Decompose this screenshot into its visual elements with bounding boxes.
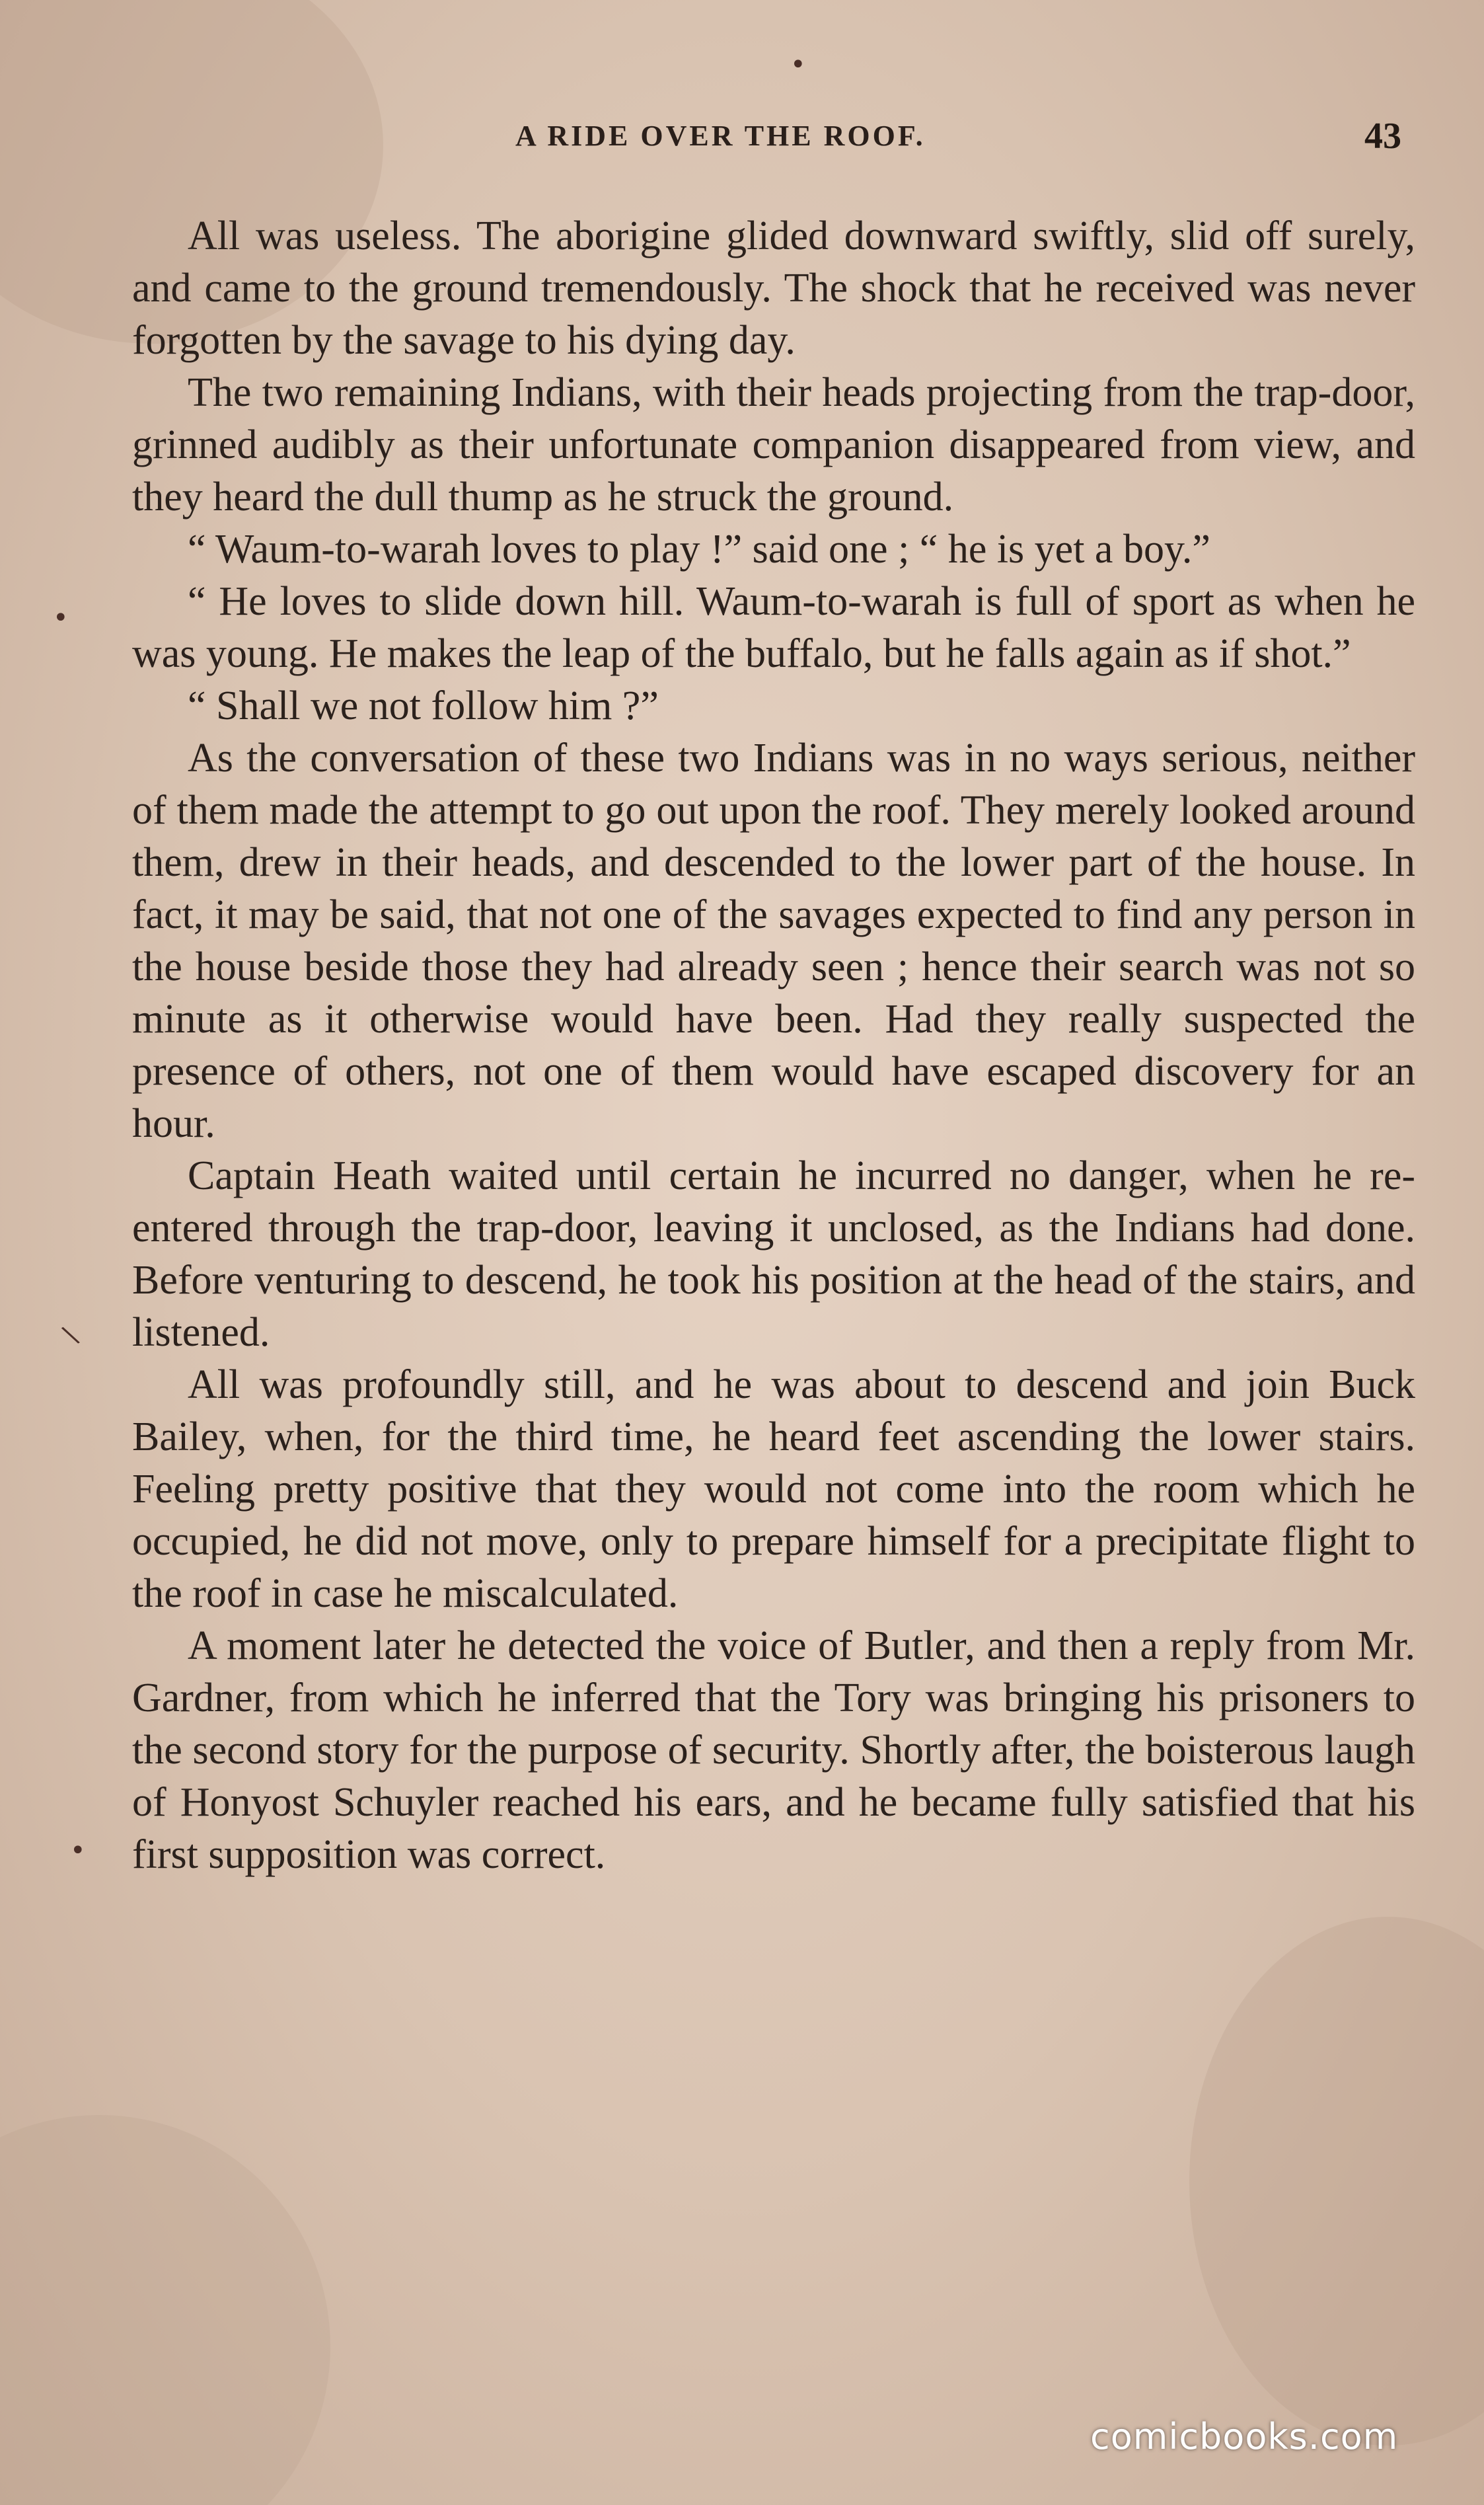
watermark-logo: comicbooks.com [1090, 2416, 1399, 2457]
ink-speck: • [53, 603, 69, 633]
paragraph: All was profoundly still, and he was about to descend and join Buck Bailey, when, for the third time, he heard feet ascending the lower stairs. Feeling pretty positive that they would not come into the room which he occupied, he did not move, only to prepare himself for a precipitate flight to the roof in case he miscalculated. [132, 1362, 1415, 1616]
body-text [132, 210, 1415, 1881]
paragraph: Captain Heath waited until certain he incurred no danger, when he re-entered through the trap-door, leaving it unclosed, as the Indians had done. Before venturing to descend, he took his position at the head of the stairs, and listened. [132, 1153, 1415, 1355]
running-title: A RIDE OVER THE ROOF. [515, 120, 926, 152]
paragraph: “ He loves to slide down hill. Waum-to-warah is full of sport as when he was young. He makes the leap of the buffalo, but he falls again as if shot.” [132, 579, 1415, 676]
paragraph: “ Waum-to-warah loves to play !” said one ; “ he is yet a boy.” [188, 527, 1210, 572]
ink-speck: • [70, 1835, 86, 1866]
page-header [0, 116, 1484, 172]
page-number: 43 [1364, 116, 1401, 157]
ink-speck: • [790, 50, 806, 80]
paragraph: The two remaining Indians, with their heads projecting from the trap-door, grinned audibly as their unfortunate companion disappeared from view, and they heard the dull thump as he struck the ground. [132, 370, 1415, 520]
paragraph: All was useless. The aborigine glided downward swiftly, slid off surely, and came to the ground tremendously. The shock that he received was never forgotten by the savage to his dying day. [132, 213, 1415, 363]
paper-stain [0, 2115, 330, 2505]
paragraph: “ Shall we not follow him ?” [188, 683, 659, 728]
paragraph: As the conversation of these two Indians was in no ways serious, neither of them made the attempt to go out upon the roof. They merely looked around them, drew in their heads, and descended to the lower part of the house. In fact, it may be said, that not one of the savages expected to find any person in the house beside those they had already seen ; hence their search was not so minute as it otherwise would have been. Had they really suspected the presence of others, not one of them would have escaped discovery for an hour. [132, 736, 1415, 1146]
paragraph: A moment later he detected the voice of Butler, and then a reply from Mr. Gardner, from which he inferred that the Tory was bringing his prisoners to the second story for the purpose of security. Shortly after, the boisterous laugh of Honyost Schuyler reached his ears, and he became fully satisfied that his first supposition was correct. [132, 1623, 1415, 1877]
paper-stain [1189, 1917, 1484, 2446]
ink-speck: \ [59, 1319, 83, 1351]
